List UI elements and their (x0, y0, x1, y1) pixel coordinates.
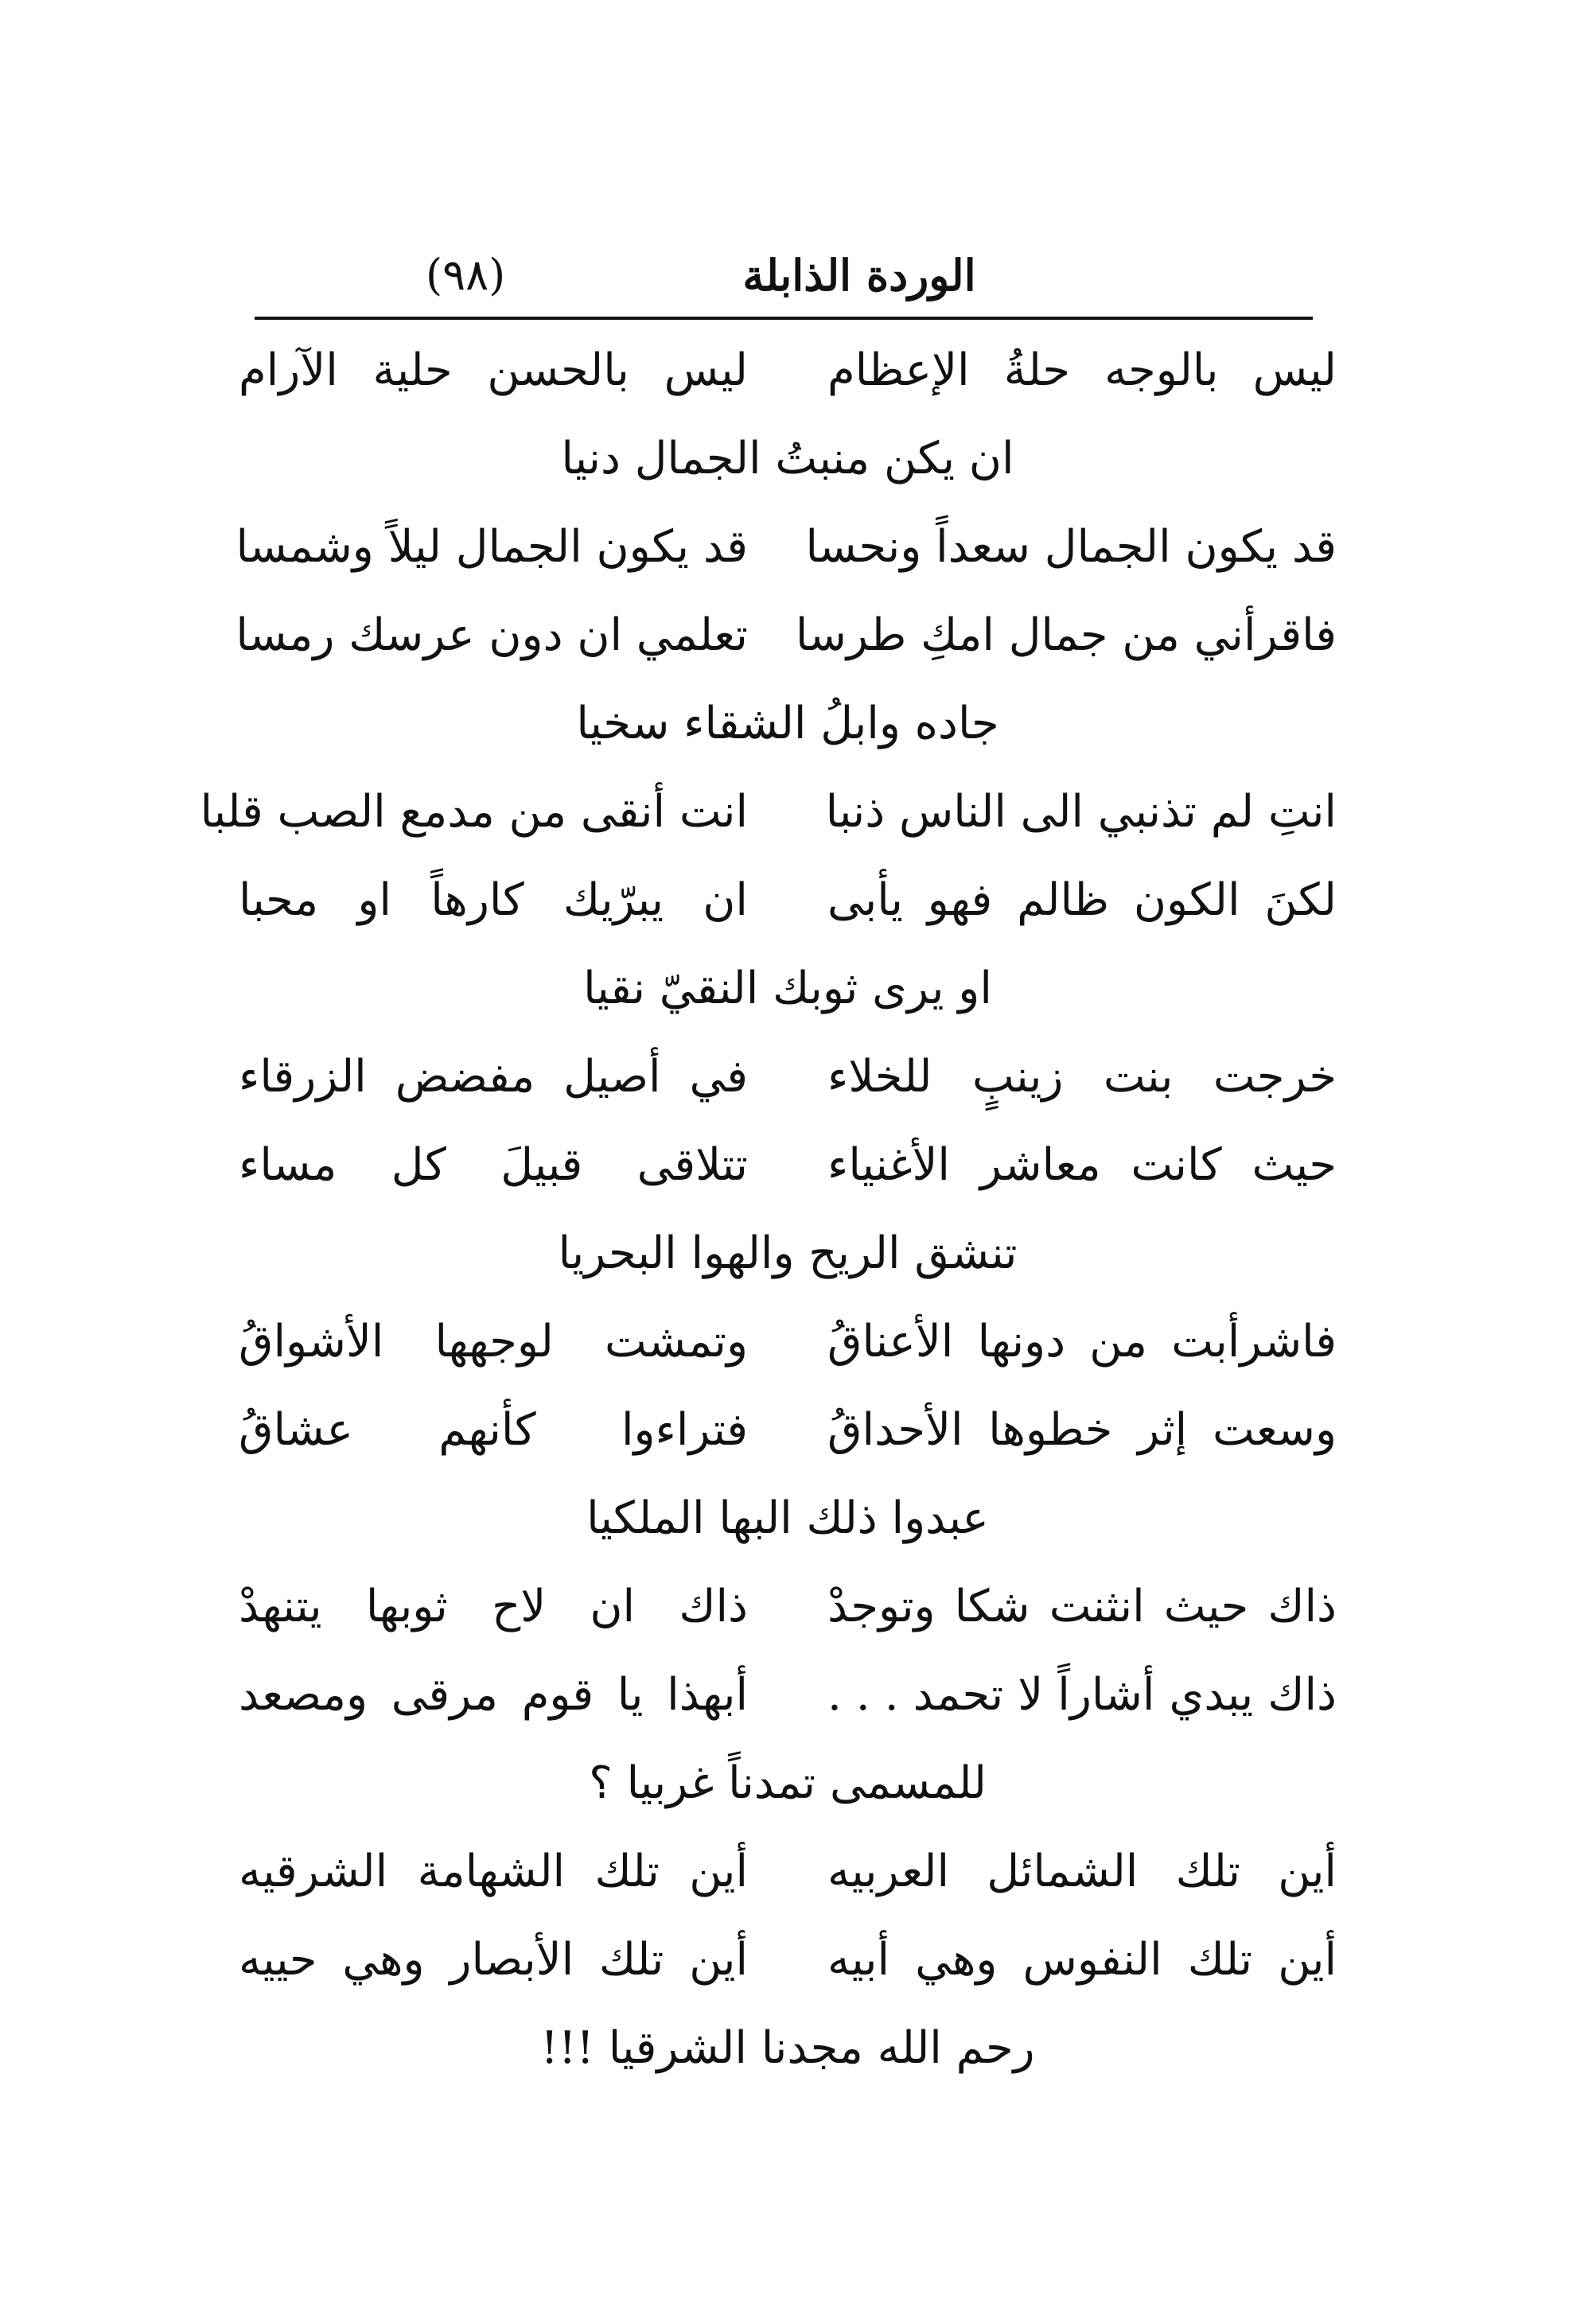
hemistich-first: أين تلك النفوس وهي أبيه (827, 1934, 1337, 1986)
hemistich-first: ليس بالوجه حلةُ الإعظام (827, 344, 1337, 396)
hemistich-second: أبهذا يا قوم مرقى ومصعد (239, 1669, 748, 1721)
verse-line (239, 1916, 1337, 2004)
refrain-line: تنشق الريح والهوا البحريا (558, 1228, 1018, 1279)
hemistich-second: ليس بالحسن حلية الآرام (239, 344, 748, 396)
hemistich-second: وتمشت لوجهها الأشواقُ (239, 1316, 748, 1368)
hemistich-first: ذاك يبدي أشاراً لا تحمد . . . (827, 1669, 1337, 1721)
hemistich-first: انتِ لم تذنبي الى الناس ذنبا (825, 786, 1337, 838)
hemistich-second: ان يبرّيك كارهاً او محبا (239, 874, 748, 926)
hemistich-second: فتراءوا كأنهم عشاقُ (239, 1404, 748, 1456)
hemistich-second: أين تلك الأبصار وهي حييه (239, 1934, 748, 1986)
refrain-line: عبدوا ذلك البها الملكيا (586, 1492, 989, 1544)
hemistich-first: لكنَ الكون ظالم فهو يأبى (827, 874, 1337, 926)
hemistich-first: أين تلك الشمائل العربيه (827, 1846, 1337, 1897)
verse-line (239, 856, 1337, 944)
hemistich-second: تعلمي ان دون عرسك رمسا (236, 609, 748, 661)
refrain-line: للمسمى تمدناً غربيا ؟ (589, 1757, 987, 1809)
hemistich-first: فاشرأبت من دونها الأعناقُ (827, 1316, 1337, 1368)
verse-line (239, 326, 1337, 414)
refrain-line: ان يكن منبتُ الجمال دنيا (561, 433, 1014, 484)
verse-line (239, 1562, 1337, 1651)
hemistich-second: في أصيل مفضض الزرقاء (239, 1051, 748, 1103)
hemistich-first: خرجت بنت زينبٍ للخلاء (827, 1051, 1337, 1103)
hemistich-second: انت أنقى من مدمع الصب قلبا (200, 786, 748, 838)
refrain-line: جاده وابلُ الشقاء سخيا (576, 698, 999, 749)
hemistich-first: فاقرأني من جمال امكِ طرسا (795, 609, 1337, 661)
running-title: الوردة الذابلة (742, 250, 976, 301)
verse-line (239, 1386, 1337, 1474)
header-rule (255, 317, 1313, 320)
verse-line (236, 503, 1337, 591)
hemistich-second: قد يكون الجمال ليلاً وشمسا (236, 521, 748, 573)
hemistich-second: تتلاقى قبيلَ كل مساء (239, 1139, 748, 1191)
verse-line (239, 1827, 1337, 1916)
verse-line (239, 1651, 1337, 1739)
verse-line (239, 1033, 1337, 1121)
verse-line (236, 591, 1337, 679)
verse-line (239, 1121, 1337, 1209)
hemistich-second: أين تلك الشهامة الشرقيه (239, 1846, 748, 1897)
refrain-line: او يرى ثوبك النقيّ نقيا (583, 963, 992, 1014)
verse-line (239, 1298, 1337, 1386)
page-number: (٩٨) (426, 250, 506, 300)
page-header (255, 239, 1313, 312)
refrain-line: رحم الله مجدنا الشرقيا !!! (540, 2022, 1035, 2074)
hemistich-first: وسعت إثر خطوها الأحداقُ (827, 1404, 1337, 1456)
hemistich-first: حيث كانت معاشر الأغنياء (827, 1139, 1337, 1191)
hemistich-first: قد يكون الجمال سعداً ونحسا (805, 521, 1337, 573)
hemistich-second: ذاك ان لاح ثوبها يتنهدْ (239, 1581, 748, 1632)
verse-line (200, 768, 1337, 856)
hemistich-first: ذاك حيث انثنت شكا وتوجدْ (827, 1581, 1337, 1632)
poem (200, 326, 1337, 2092)
